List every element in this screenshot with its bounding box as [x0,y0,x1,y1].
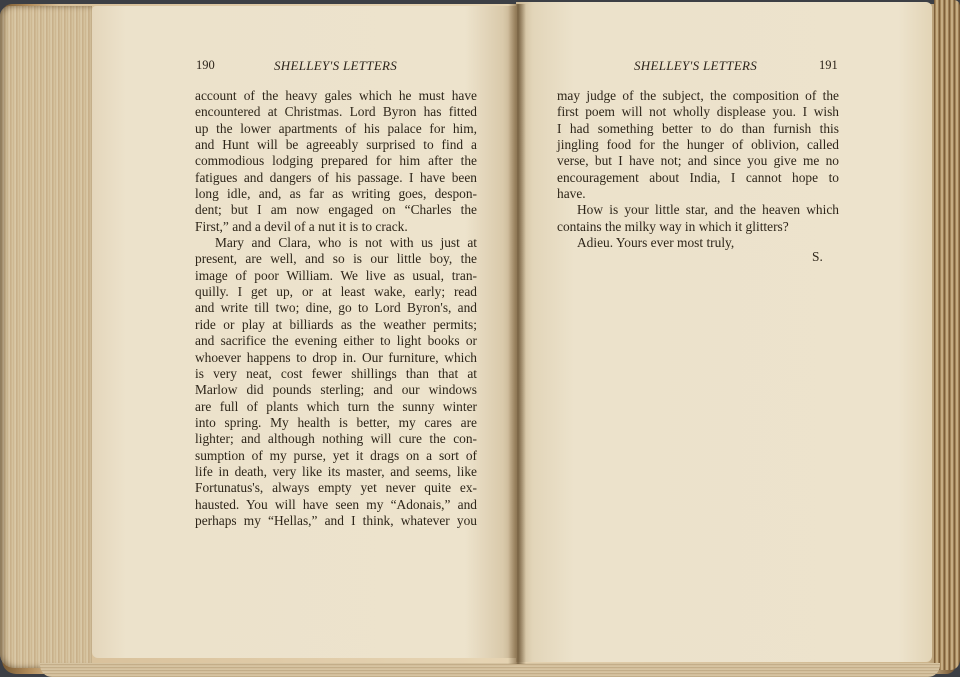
page-edges-left [0,6,92,668]
text-line: are full of plants which turn the sunny winter [195,398,477,414]
text-line: is very neat, cost fewer shillings than that at [195,365,477,381]
right-page-header [632,58,842,78]
text-line: perhaps my “Hellas,” and I think, whatever you [195,512,477,528]
text-line: Marlow did pounds sterling; and our windows [195,382,477,398]
text-line: encountered at Christmas. Lord Byron has fitted [195,104,477,120]
text-line: encouragement about India, I cannot hope to [557,169,839,185]
text-line: first poem will not wholly displease you. I wish [557,104,839,120]
right-page-body [557,88,839,251]
page-edges-right [934,0,960,670]
text-line: fatigues and dangers of his passage. I have been [195,169,477,185]
text-line: How is your little star, and the heaven which [577,202,839,218]
text-line: First,” and a devil of a nut it is to crack. [195,218,408,234]
text-line: into spring. My health is better, my cares are [195,414,477,430]
left-page-body [195,88,477,529]
text-line: lighter; and although nothing will cure the con- [195,431,477,447]
text-line: sumption of my purse, yet it drags on a sort of [195,447,477,463]
text-line: life in death, very like its master, and seems, like [195,463,477,479]
book-gutter [508,4,526,664]
text-line: dent; but I am now engaged on “Charles the [195,202,477,218]
right-running-head: SHELLEY'S LETTERS [634,58,758,73]
text-line: and Hunt will be agreeably surprised to find a [195,137,477,153]
left-page-number: 190 [196,58,215,72]
text-line: hausted. You will have seen my “Adonais,” and [195,496,477,512]
text-line: Mary and Clara, who is not with us just at [215,235,477,251]
text-line: I had something better to do than furnish this [557,120,839,136]
text-line: may judge of the subject, the composition of the [557,88,839,103]
page-edges-bottom [40,663,940,677]
text-line: whoever happens to drop in. Our furniture, which [195,349,477,365]
text-line: present, are well, and so is our little boy, the [195,251,477,267]
text-line: up the lower apartments of his palace for him, [195,120,477,136]
text-line: ride or play at billiards as the weather permits; [195,316,477,332]
text-line: jingling food for the hunger of oblivion, called [557,137,839,153]
text-line: Adieu. Yours ever most truly, [577,235,735,251]
text-line: account of the heavy gales which he must have [195,88,477,103]
left-page-header [196,58,476,78]
right-page-number: 191 [819,58,838,72]
text-line: quilly. I get up, or at least wake, early; read [195,284,477,300]
text-line: verse, but I have not; and since you give me no [557,153,839,169]
text-line: Fortunatus's, always empty yet never quite ex- [195,480,477,496]
text-line: long idle, and, as far as writing goes, despon- [195,186,477,202]
text-line: and write till two; dine, go to Lord Byron's, and [195,300,477,316]
text-line: have. [557,186,586,202]
text-line: image of poor William. We live as usual, tran- [195,267,477,283]
letter-signature: S. [812,249,823,264]
text-line: and sacrifice the evening either to light books or [195,333,477,349]
text-line: commodious lodging prepared for him after the [195,153,477,169]
text-line: contains the milky way in which it glitters? [557,218,789,234]
left-running-head: SHELLEY'S LETTERS [274,58,398,73]
